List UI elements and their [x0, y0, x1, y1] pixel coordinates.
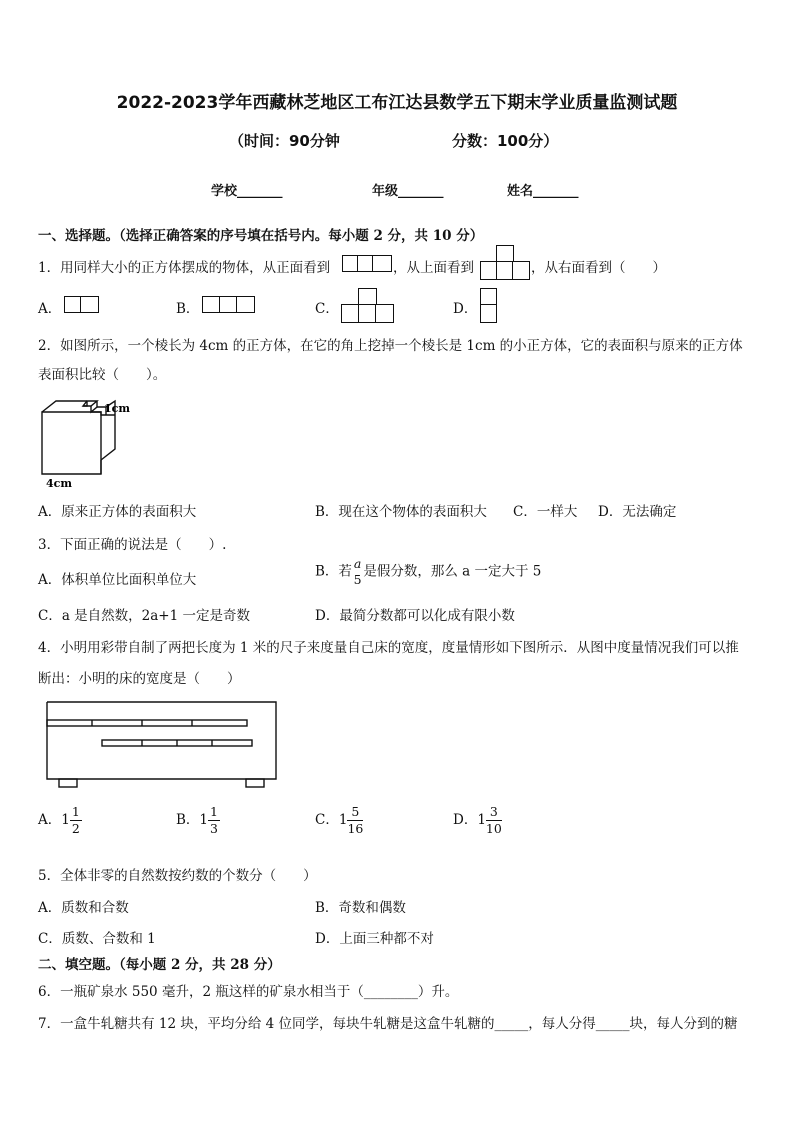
- q5-stem: 5．全体非零的自然数按约数的个数分（ ）: [38, 868, 317, 884]
- q1-option-a-label[interactable]: A．: [38, 301, 62, 317]
- q5-option-b[interactable]: B．奇数和偶数: [315, 900, 406, 916]
- q1-option-d-label[interactable]: D．: [453, 301, 478, 317]
- q5-option-c[interactable]: C．质数、合数和 1: [38, 931, 156, 947]
- q4-text-line2: 断出：小明的床的宽度是（ ）: [38, 671, 241, 687]
- q3-fraction: a 5: [353, 556, 362, 587]
- name-field[interactable]: 姓名_______: [507, 184, 579, 199]
- q4-option-a[interactable]: A．1 $\frac{1}{2}$: [38, 804, 80, 836]
- q3-option-b-post: 是假分数，那么 a 一定大于 5: [363, 563, 542, 580]
- grade-field[interactable]: 年级_______: [372, 184, 444, 199]
- q3-option-d[interactable]: D．最简分数都可以化成有限小数: [315, 608, 515, 624]
- q1-text-1: 1．用同样大小的正方体摆成的物体，从正面看到: [38, 260, 331, 276]
- cube-figure: [36, 398, 136, 490]
- q1-option-c-label[interactable]: C．: [315, 301, 339, 317]
- bed-ruler-figure: [40, 700, 280, 788]
- exam-score: 分数：100分）: [452, 132, 559, 150]
- page-title: 2022-2023学年西藏林芝地区工布江达县数学五下期末学业质量监测试题: [116, 93, 678, 113]
- q6-text: 6．一瓶矿泉水 550 毫升，2 瓶这样的矿泉水相当于（________）升。: [38, 984, 459, 1000]
- q2-option-a[interactable]: A．原来正方体的表面积大: [38, 504, 197, 520]
- q4-option-d[interactable]: D．1 $\frac{3}{10}$: [453, 804, 502, 836]
- cube-big-label: 4cm: [46, 477, 72, 490]
- q3-option-a[interactable]: A．体积单位比面积单位大: [38, 572, 197, 588]
- q4-option-c[interactable]: C．1 $\frac{5}{16}$: [315, 804, 364, 836]
- q5-option-d[interactable]: D．上面三种都不对: [315, 931, 434, 947]
- q4-option-b[interactable]: B．1 $\frac{1}{3}$: [176, 804, 218, 836]
- q1-text-2: ，从上面看到: [393, 260, 474, 276]
- q2-text-line2: 表面积比较（ ）。: [38, 367, 167, 383]
- q2-option-b[interactable]: B．现在这个物体的表面积大: [315, 504, 487, 520]
- section2-heading: 二、填空题。（每小题 2 分，共 28 分）: [38, 957, 281, 973]
- q3-option-c[interactable]: C．a 是自然数，2a+1 一定是奇数: [38, 608, 250, 624]
- school-field[interactable]: 学校_______: [211, 184, 283, 199]
- q7-text: 7．一盒牛轧糖共有 12 块，平均分给 4 位同学，每块牛轧糖是这盒牛轧糖的_____，每人分得_____块，每人分到的糖: [38, 1016, 738, 1032]
- q5-option-a[interactable]: A．质数和合数: [38, 900, 129, 916]
- cube-small-label: 1cm: [104, 402, 130, 415]
- q1-text-3: ，从右面看到（ ）: [531, 260, 666, 276]
- section1-heading: 一、选择题。（选择正确答案的序号填在括号内。每小题 2 分，共 10 分）: [38, 228, 484, 244]
- q2-text-line1: 2．如图所示，一个棱长为 4cm 的正方体，在它的角上挖掉一个棱长是 1cm 的小正方体，它的表面积与原来的正方体: [38, 338, 743, 354]
- q4-text-line1: 4．小明用彩带自制了两把长度为 1 米的尺子来度量自己床的宽度，度量情形如下图所示．从图中度量情况我们可以推: [38, 640, 739, 656]
- q3-option-b-pre: B．若: [315, 563, 352, 580]
- q2-option-c[interactable]: C．一样大: [513, 504, 578, 520]
- q1-option-b-label[interactable]: B．: [176, 301, 200, 317]
- exam-time: （时间：90分钟: [229, 132, 340, 150]
- q2-option-d[interactable]: D．无法确定: [598, 504, 677, 520]
- q3-option-b[interactable]: [315, 558, 541, 586]
- q3-stem: 3．下面正确的说法是（ ）.: [38, 537, 227, 553]
